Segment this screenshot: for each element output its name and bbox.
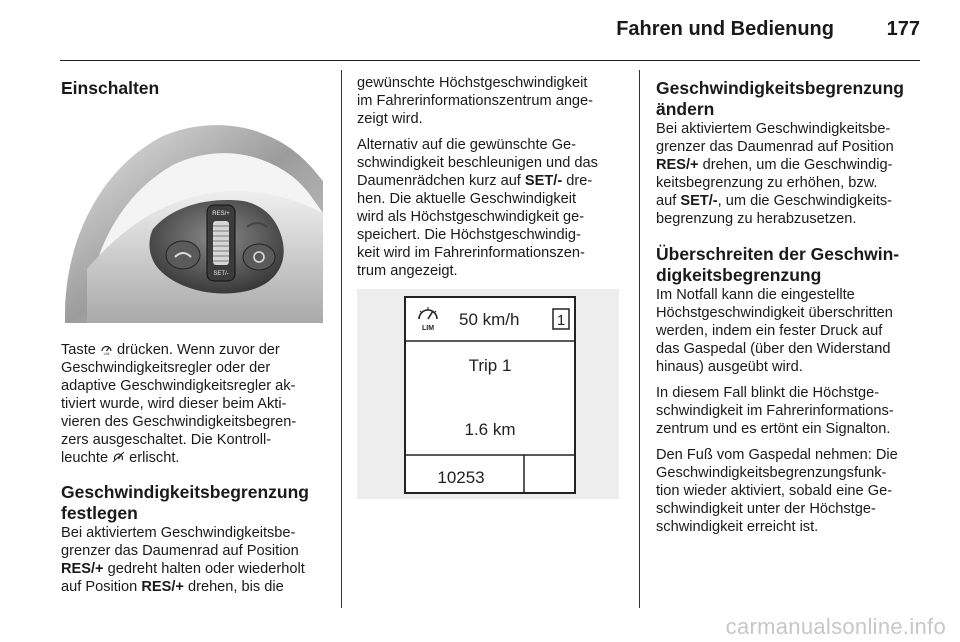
paragraph-aendern: Bei aktiviertem Geschwindigkeitsbe- grenzer das Daumenrad auf Position RES/+ drehen, um die Geschwindig- keitsbegrenzung zu erhöhen, bzw. auf SET/-, um die Geschwindigkeits- begrenzung zu herabzusetzen. — [656, 121, 894, 227]
wheel-res-label: RES/+ — [212, 211, 230, 217]
display-trip-distance: 1.6 km — [464, 420, 516, 439]
paragraph-alternativ: Alternativ auf die gewünschte Ge- schwindigkeit beschleunigen und das Daumenrädchen kurz auf SET/- dre- hen. Die aktuelle Geschwindigkeit wird als Höchstgeschwindigkeit ge- speichert. Die Höchstgeschwindig- keit wird im Fahrerinformationszen- trum angezeigt. — [357, 137, 598, 279]
section-heading-einschalten: Einschalten — [61, 78, 160, 98]
control-indicator-icon — [112, 451, 125, 463]
column-3 — [656, 74, 924, 536]
paragraph-anzeige: gewünschte Höchstgeschwindigkeit im Fahrerinformationszentrum ange- zeigt wird. — [357, 75, 594, 127]
page-number: 177 — [886, 18, 920, 40]
column-divider-2 — [639, 70, 640, 608]
driver-info-display — [357, 289, 619, 499]
display-trip-label: Trip 1 — [468, 356, 512, 375]
steering-wheel-image — [61, 109, 323, 323]
svg-text:LIM: LIM — [103, 352, 110, 355]
column-2 — [357, 74, 619, 499]
section-heading-aendern: Geschwindigkeitsbegrenzung ändern — [656, 78, 904, 119]
display-speed-limit: 50 km/h — [459, 310, 520, 329]
paragraph-einschalten: Taste LIM drücken. Wenn zuvor der Geschwindigkeitsregler oder der adaptive Geschwindigkeitsregler ak- tiviert wurde, wird dieser beim Akti- vieren des Geschwindigkeitsbegren- zers ausgeschaltet. Die Kontroll- leuchte erlischt. — [61, 342, 297, 466]
page-header-title: Fahren und Bedienung — [616, 18, 834, 40]
paragraph-blinkt: In diesem Fall blinkt die Höchstge- schwindigkeit im Fahrerinformations- zentrum und es ertönt ein Signalton. — [656, 385, 894, 437]
column-1 — [61, 74, 323, 596]
paragraph-notfall: Im Notfall kann die eingestellte Höchstgeschwindigkeit überschritten werden, indem ein fester Druck auf das Gaspedal (über den Widerstand hinaus) ausgeübt wird. — [656, 287, 893, 375]
steering-wheel-figure — [61, 109, 323, 323]
section-heading-festlegen: Geschwindigkeitsbegrenzung festlegen — [61, 482, 309, 523]
wheel-set-label: SET/- — [213, 271, 229, 277]
column-divider-1 — [341, 70, 342, 608]
display-lim-label: LIM — [421, 325, 435, 332]
watermark-text: carmanualsonline.info — [725, 614, 946, 639]
section-heading-ueberschreiten: Überschreiten der Geschwin- digkeitsbegrenzung — [656, 244, 900, 285]
display-page-indicator: 1 — [556, 312, 566, 329]
paragraph-festlegen: Bei aktiviertem Geschwindigkeitsbe- grenzer das Daumenrad auf Position RES/+ gedreht halten oder wiederholt auf Position RES/+ drehen, bis die — [61, 525, 305, 595]
header-divider — [60, 60, 920, 61]
display-odometer: 10253 — [437, 468, 485, 487]
paragraph-gaspedal: Den Fuß vom Gaspedal nehmen: Die Geschwindigkeitsbegrenzungsfunk- tion wieder aktiviert, sobald eine Ge- schwindigkeit unter der Höchstge- schwindigkeit erreicht ist. — [656, 447, 898, 535]
speed-limiter-icon — [100, 343, 113, 355]
driver-info-display-figure — [357, 289, 619, 499]
